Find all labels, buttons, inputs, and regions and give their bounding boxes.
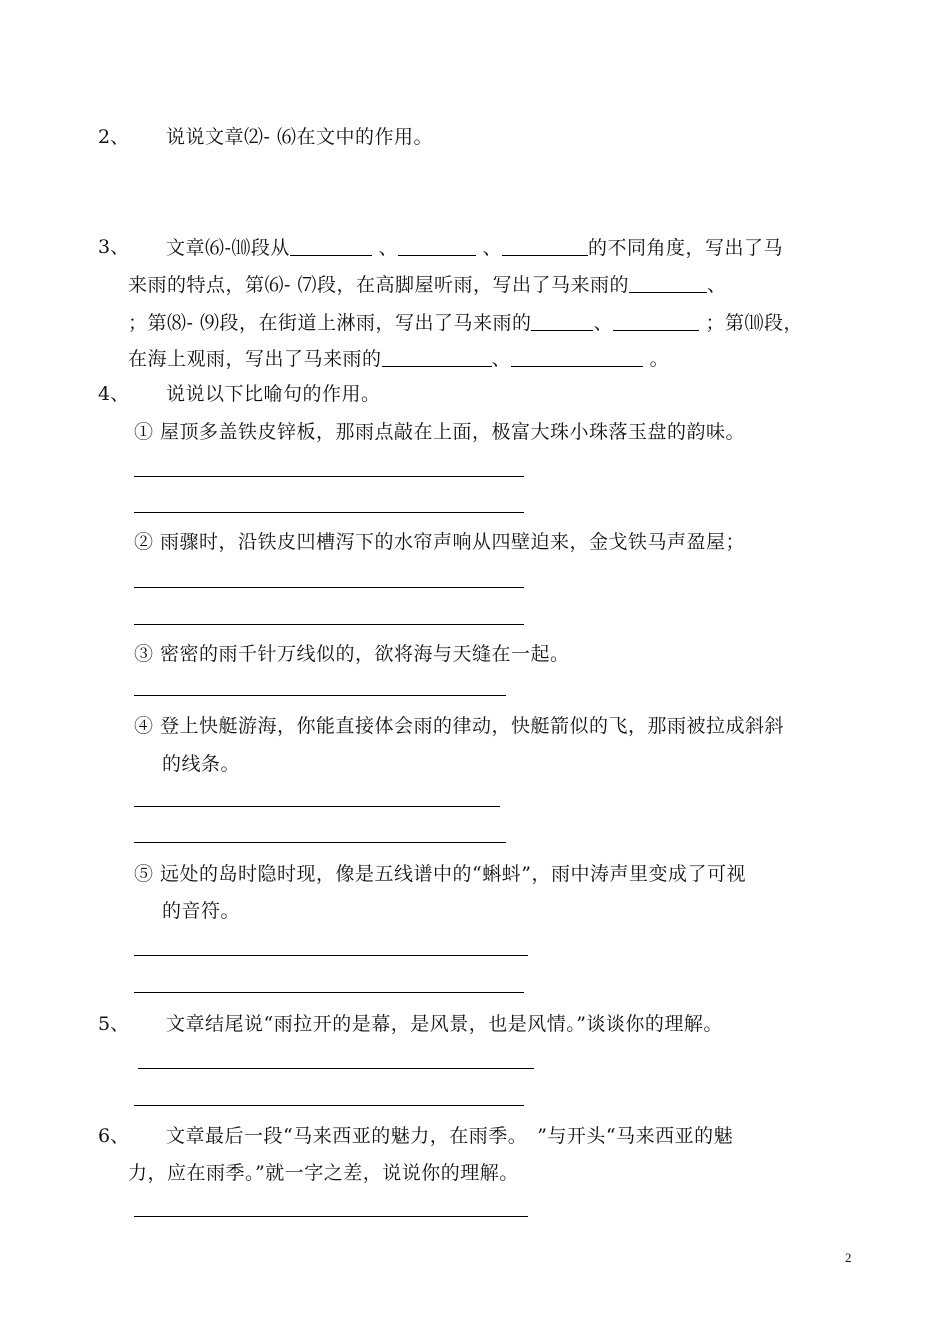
q3-l3-text-b: ；第⑽段， <box>705 312 804 334</box>
q3-l4-sep: 、 <box>491 348 512 370</box>
q4-sentence-2: ② 雨骤时，沿铁皮凹槽泻下的水帘声响从四壁迫来，金戈铁马声盈屋； <box>134 531 746 553</box>
q3-blank-8[interactable] <box>511 346 643 367</box>
q4-s5-answer-line-2[interactable] <box>134 992 524 993</box>
q4-text: 说说以下比喻句的作用。 <box>166 383 381 405</box>
q3-blank-2[interactable] <box>398 235 476 256</box>
q5-answer-line-1[interactable] <box>138 1068 534 1069</box>
q3-l1-text-b: 的不同角度，写出了马 <box>588 237 784 259</box>
q3-blank-7[interactable] <box>382 346 492 367</box>
q6-number: 6、 <box>98 1125 130 1147</box>
q4-sentence-3: ③ 密密的雨千针万线似的，欲将海与天缝在一起。 <box>134 643 570 665</box>
q2-number: 2、 <box>98 126 130 148</box>
q3-l4-text-a: 在海上观雨，写出了马来雨的 <box>128 348 382 370</box>
q3-blank-3[interactable] <box>502 235 588 256</box>
q4-s2-answer-line-2[interactable] <box>134 624 524 625</box>
q4-sentence-4-line-2: 的线条。 <box>162 753 241 775</box>
q3-blank-6[interactable] <box>613 310 699 331</box>
q3-l2-text-b: 、 <box>706 274 727 296</box>
q4-sentence-5-line-1: ⑤ 远处的岛时隐时现，像是五线谱中的“蝌蚪”，雨中涛声里变成了可视 <box>134 863 746 885</box>
q4-s1-answer-line-2[interactable] <box>134 512 524 513</box>
q3-l3-sep: 、 <box>593 312 613 334</box>
q4-sentence-1: ① 屋顶多盖铁皮锌板，那雨点敲在上面，极富大珠小珠落玉盘的韵味。 <box>134 421 746 443</box>
q5-number: 5、 <box>98 1013 130 1035</box>
q3-line-2 <box>128 272 726 297</box>
q3-l2-text-a: 来雨的特点，第⑹- ⑺段，在高脚屋听雨，写出了马来雨的 <box>128 274 629 296</box>
q3-line-3 <box>128 310 803 335</box>
q3-blank-5[interactable] <box>531 310 593 331</box>
q6-line-2: 力，应在雨季。”就一字之差，说说你的理解。 <box>128 1162 519 1184</box>
q6-answer-line-1[interactable] <box>134 1216 528 1217</box>
q4-s4-answer-line-1[interactable] <box>134 806 500 807</box>
page-number: 2 <box>845 1250 852 1265</box>
q3-l1-sep-1: 、 <box>378 237 398 259</box>
q4-s3-answer-line-1[interactable] <box>134 695 506 696</box>
q4-number: 4、 <box>98 383 130 405</box>
q3-number: 3、 <box>98 236 130 258</box>
q3-blank-1[interactable] <box>290 235 372 256</box>
q3-line-4 <box>128 346 669 371</box>
q3-l1-sep-2: 、 <box>482 237 503 259</box>
q3-l1-text-a: 文章⑹-⑽段从 <box>166 237 290 259</box>
q6-line-1: 文章最后一段“马来西亚的魅力，在雨季。 ”与开头“马来西亚的魅 <box>166 1125 734 1147</box>
q5-text: 文章结尾说“雨拉开的是幕，是风景，也是风情。”谈谈你的理解。 <box>166 1013 723 1035</box>
q3-blank-4[interactable] <box>629 272 707 293</box>
q5-answer-line-2[interactable] <box>134 1105 524 1106</box>
q4-sentence-5-line-2: 的音符。 <box>162 900 241 922</box>
q4-s1-answer-line-1[interactable] <box>134 476 524 477</box>
q2-text: 说说文章⑵- ⑹在文中的作用。 <box>166 126 433 148</box>
q4-s4-answer-line-2[interactable] <box>134 842 506 843</box>
q4-sentence-4-line-1: ④ 登上快艇游海，你能直接体会雨的律动，快艇箭似的飞，那雨被拉成斜斜 <box>134 715 785 737</box>
q3-line-1 <box>166 235 783 260</box>
q3-l3-text-a: ；第⑻- ⑼段，在街道上淋雨，写出了马来雨的 <box>128 312 532 334</box>
q4-s5-answer-line-1[interactable] <box>134 955 528 956</box>
q3-l4-text-b: 。 <box>649 348 670 370</box>
q4-s2-answer-line-1[interactable] <box>134 587 524 588</box>
